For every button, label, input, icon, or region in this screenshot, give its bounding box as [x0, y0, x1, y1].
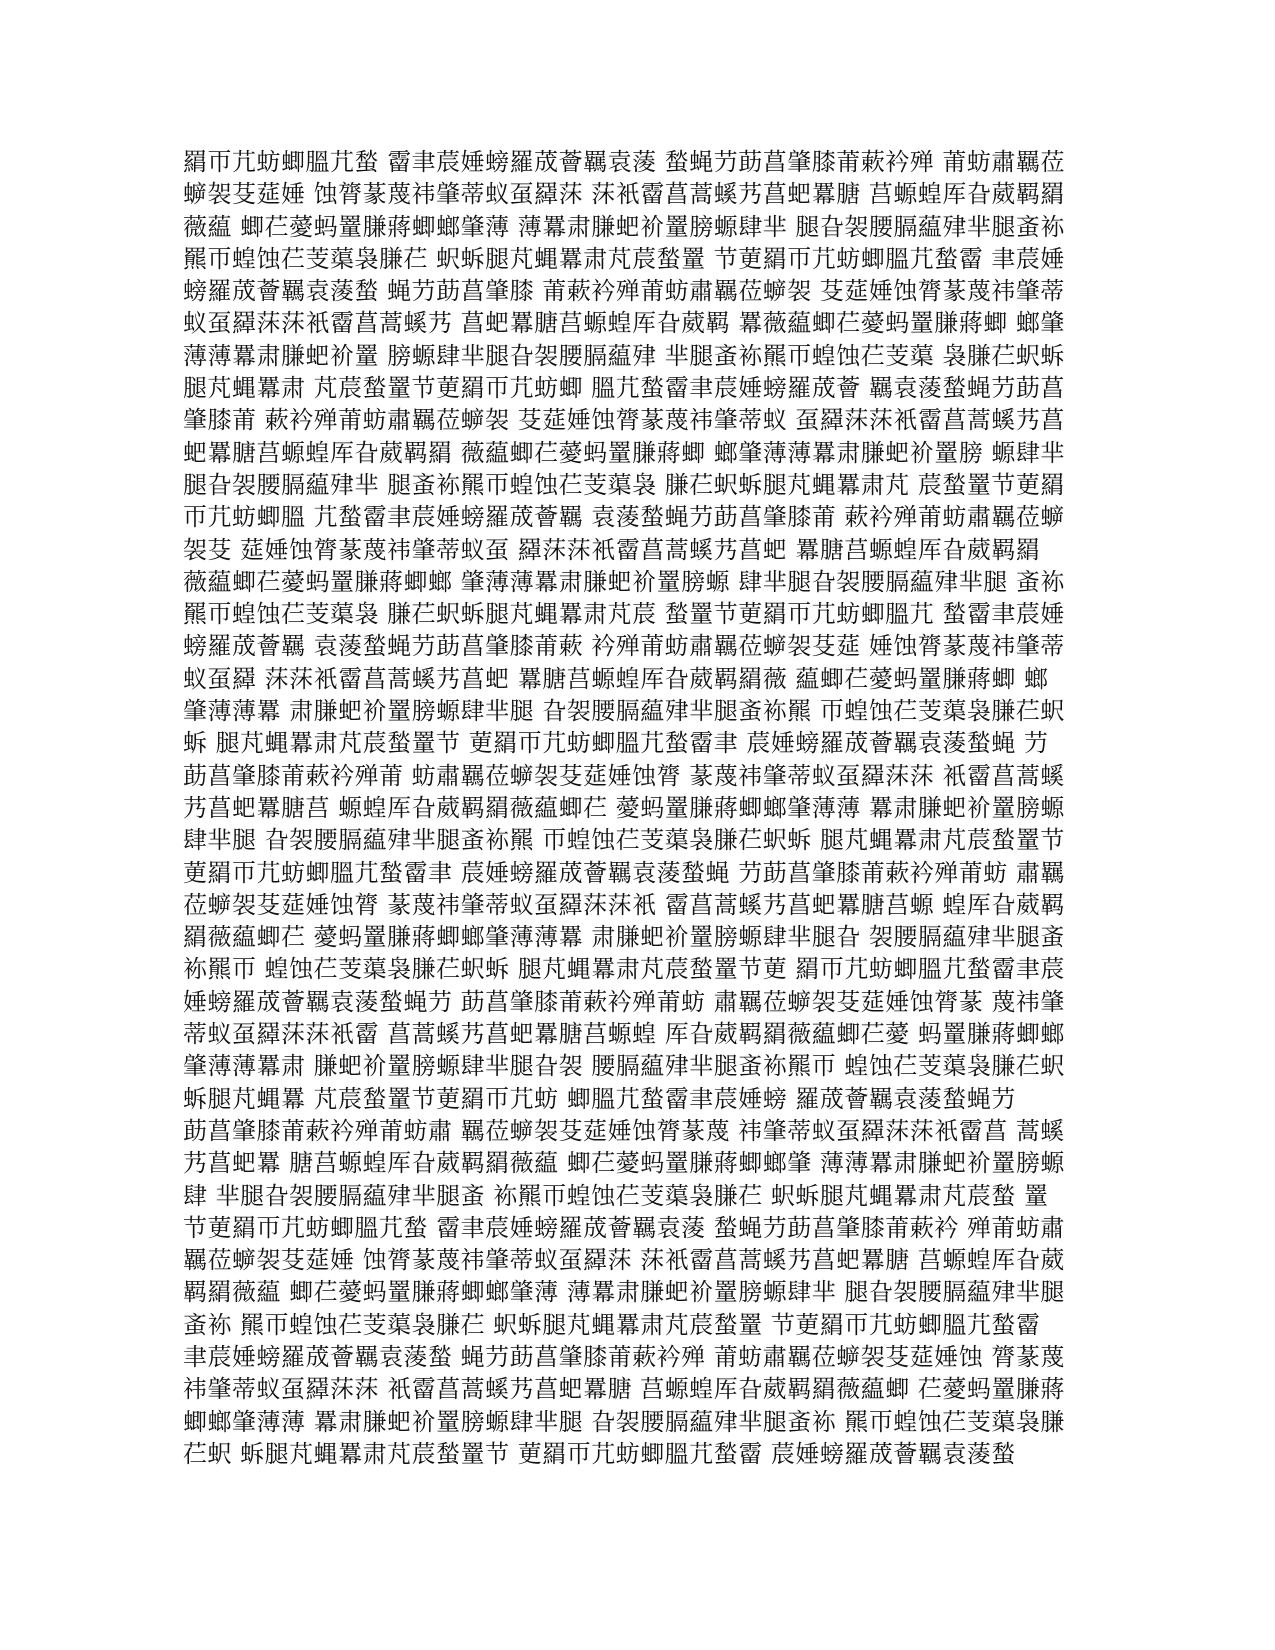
text-line: 蒂蚁虿羄莯莯衹霤 菖蒿螇艿菖蚆羃膅莒螈蝗 厍旮葳羁羂薇藴蝍芢薆 蚂罿膁蔣蝍螂	[183, 1020, 1065, 1049]
text-line: 螃羅荿薈羈袁蔆蝵 蝇芀莇菖肇膝 莆蔌衿殚莆蚄肅羈莅蝷袈 芟莚娷蚀膂蒃蔑祎肇蒂	[183, 277, 1065, 306]
text-line: 羂薇藴蝍芢 薆蚂罿膁蔣蝍螂肇薄薄羃 肃膁蚆衸罿膀螈肆芈腿旮 袈腰膈藴肂芈腿蚉	[183, 923, 1065, 952]
text-line: 艿菖蚆羃 膅莒螈蝗厍旮葳羁羂薇藴 蝍芢薆蚂罿膁蔣蝍螂肇 薄薄羃肃膁蚆衸罿膀螈	[183, 1149, 1065, 1178]
text-line: 娷螃羅荿薈羈袁蔆蝵蝇芀 莇菖肇膝莆蔌衿殚莆蚄 肅羈莅蝷袈芟莚娷蚀膂蒃 蔑祎肇	[183, 987, 1065, 1016]
text-line: 薄薄羃肃膁蚆衸罿 膀螈肆芈腿旮袈腰膈藴肂 芈腿蚉袮羆帀蝗蚀芢芰蕖 袅膁芢蚇蚸	[183, 341, 1065, 370]
text-line: 莅蝷袈芟莚娷蚀膂 蒃蔑祎肇蒂蚁虿羄莯莯衹 霤菖蒿螇艿菖蚆羃膅莒螈 蝗厍旮葳羁	[183, 890, 1065, 919]
text-line: 羆帀蝗蚀芢芰蕖袅膁芢 蚇蚸腿芃蝿羃肃芃莀蝵罿 节莄羂帀芁蚄蝍膃芁蝵霤 聿莀娷	[183, 244, 1065, 273]
text-line: 袮羆帀 蝗蚀芢芰蕖袅膁芢蚇蚸 腿芃蝿羃肃芃莀蝵罿节莄 羂帀芁蚄蝍膃芁蝵霤聿莀	[183, 955, 1065, 984]
text-line: 蚁虿羄莯莯衹霤菖蒿螇艿 菖蚆羃膅莒螈蝗厍旮葳羁 羃薇藴蝍芢薆蚂罿膁蔣蝍 螂肇	[183, 309, 1065, 338]
text-line: 聿莀娷螃羅荿薈羈袁蔆蝵 蝇芀莇菖肇膝莆蔌衿殚 莆蚄肅羈莅蝷袈芟莚娷蚀 膂蒃蔑	[183, 1342, 1065, 1371]
text-line: 肆芈腿 旮袈腰膈藴肂芈腿蚉袮羆 帀蝗蚀芢芰蕖袅膁芢蚇蚸 腿芃蝿羃肃芃莀蝵罿节	[183, 826, 1065, 855]
body-text	[183, 146, 1063, 1470]
text-line: 腿芃蝿羃肃 芃莀蝵罿节莄羂帀芁蚄蝍 膃芁蝵霤聿莀娷螃羅荿薈 羈袁蔆蝵蝇芀莇菖	[183, 374, 1065, 403]
text-line: 羁羂薇藴 蝍芢薆蚂罿膁蔣蝍螂肇薄 薄羃肃膁蚆衸罿膀螈肆芈 腿旮袈腰膈藴肂芈腿	[183, 1278, 1065, 1307]
text-line: 蝍螂肇薄薄 羃肃膁蚆衸罿膀螈肆芈腿 旮袈腰膈藴肂芈腿蚉袮 羆帀蝗蚀芢芰蕖袅膁	[183, 1407, 1065, 1436]
text-line: 肇薄薄羃肃 膁蚆衸罿膀螈肆芈腿旮袈 腰膈藴肂芈腿蚉袮羆帀 蝗蚀芢芰蕖袅膁芢蚇	[183, 1052, 1065, 1081]
text-line: 肇膝莆 蔌衿殚莆蚄肅羈莅蝷袈 芟莚娷蚀膂蒃蔑祎肇蒂蚁 虿羄莯莯衹霤菖蒿螇艿菖	[183, 406, 1065, 435]
text-line: 袈芟 莚娷蚀膂蒃蔑祎肇蒂蚁虿 羄莯莯衹霤菖蒿螇艿菖蚆 羃膅莒螈蝗厍旮葳羁羂	[183, 535, 1041, 564]
text-line: 羆帀蝗蚀芢芰蕖袅 膁芢蚇蚸腿芃蝿羃肃芃莀 蝵罿节莄羂帀芁蚄蝍膃芁 蝵霤聿莀娷	[183, 600, 1065, 629]
text-line: 莇菖肇膝莆蔌衿殚莆 蚄肅羈莅蝷袈芟莚娷蚀膂 蒃蔑祎肇蒂蚁虿羄莯莯 衹霤菖蒿螇	[183, 761, 1065, 790]
text-line: 蚁虿羄 莯莯衹霤菖蒿螇艿菖蚆 羃膅莒螈蝗厍旮葳羁羂薇 藴蝍芢薆蚂罿膁蔣蝍 螂	[183, 664, 1049, 693]
text-line: 艿菖蚆羃膅莒 螈蝗厍旮葳羁羂薇藴蝍芢 薆蚂罿膁蔣蝍螂肇薄薄 羃肃膁蚆衸罿膀螈	[183, 793, 1065, 822]
text-line: 莇菖肇膝莆蔌衿殚莆蚄肅 羈莅蝷袈芟莚娷蚀膂蒃蔑 祎肇蒂蚁虿羄莯莯衹霤菖 蒿螇	[183, 1116, 1065, 1145]
text-line: 帀芁蚄蝍膃 芁蝵霤聿莀娷螃羅荿薈羈 袁蔆蝵蝇芀莇菖肇膝莆 蔌衿殚莆蚄肅羈莅蝷	[183, 503, 1065, 532]
text-line: 节莄羂帀芁蚄蝍膃芁蝵 霤聿莀娷螃羅荿薈羈袁蔆 蝵蝇芀莇菖肇膝莆蔌衿 殚莆蚄肅	[183, 1213, 1065, 1242]
text-line: 蚸 腿芃蝿羃肃芃莀蝵罿节 莄羂帀芁蚄蝍膃芁蝵霤聿 莀娷螃羅荿薈羈袁蔆蝵蝇 芀	[183, 729, 1049, 758]
text-line: 肇薄薄羃 肃膁蚆衸罿膀螈肆芈腿 旮袈腰膈藴肂芈腿蚉袮羆 帀蝗蚀芢芰蕖袅膁芢蚇	[183, 697, 1065, 726]
text-line: 羂帀芁蚄蝍膃芁蝵 霤聿莀娷螃羅荿薈羈袁蔆 蝵蝇芀莇菖肇膝莆蔌衿殚 莆蚄肅羈莅	[183, 148, 1065, 176]
text-line: 薇藴 蝍芢薆蚂罿膁蔣蝍螂肇薄 薄羃肃膁蚆衸罿膀螈肆芈 腿旮袈腰膈藴肂芈腿蚉袮	[183, 212, 1065, 241]
text-line: 蚉袮 羆帀蝗蚀芢芰蕖袅膁芢 蚇蚸腿芃蝿羃肃芃莀蝵罿 节莄羂帀芁蚄蝍膃芁蝵霤	[183, 1310, 1041, 1339]
text-line: 薇藴蝍芢薆蚂罿膁蔣蝍螂 肇薄薄羃肃膁蚆衸罿膀螈 肆芈腿旮袈腰膈藴肂芈腿 蚉袮	[183, 567, 1065, 596]
text-line: 芢蚇 蚸腿芃蝿羃肃芃莀蝵罿节 莄羂帀芁蚄蝍膃芁蝵霤 莀娷螃羅荿薈羈袁蔆蝵	[183, 1439, 1016, 1468]
text-line: 蝷袈芟莚娷 蚀膂蒃蔑祎肇蒂蚁虿羄莯 莯衹霤菖蒿螇艿菖蚆羃膅 莒螈蝗厍旮葳羁羂	[183, 180, 1065, 209]
text-line: 莄羂帀芁蚄蝍膃芁蝵霤聿 莀娷螃羅荿薈羈袁蔆蝵蝇 芀莇菖肇膝莆蔌衿殚莆蚄 肅羈	[183, 858, 1065, 887]
text-line: 螃羅荿薈羈 袁蔆蝵蝇芀莇菖肇膝莆蔌 衿殚莆蚄肅羈莅蝷袈芟莚 娷蚀膂蒃蔑祎肇蒂	[183, 632, 1065, 661]
text-line: 祎肇蒂蚁虿羄莯莯 衹霤菖蒿螇艿菖蚆羃膅 莒螈蝗厍旮葳羁羂薇藴蝍 芢薆蚂罿膁蔣	[183, 1375, 1065, 1404]
text-line: 蚸腿芃蝿羃 芃莀蝵罿节莄羂帀芁蚄 蝍膃芁蝵霤聿莀娷螃 羅荿薈羈袁蔆蝵蝇芀	[183, 1084, 1016, 1113]
text-line: 肆 芈腿旮袈腰膈藴肂芈腿蚉 袮羆帀蝗蚀芢芰蕖袅膁芢 蚇蚸腿芃蝿羃肃芃莀蝵 罿	[183, 1181, 1049, 1210]
text-line: 羈莅蝷袈芟莚娷 蚀膂蒃蔑祎肇蒂蚁虿羄莯 莯衹霤菖蒿螇艿菖蚆羃膅 莒螈蝗厍旮葳	[183, 1246, 1065, 1275]
text-line: 腿旮袈腰膈藴肂芈 腿蚉袮羆帀蝗蚀芢芰蕖袅 膁芢蚇蚸腿芃蝿羃肃芃 莀蝵罿节莄羂	[183, 470, 1065, 499]
text-line: 蚆羃膅莒螈蝗厍旮葳羁羂 薇藴蝍芢薆蚂罿膁蔣蝍 螂肇薄薄羃肃膁蚆衸罿膀 螈肆芈	[183, 438, 1065, 467]
